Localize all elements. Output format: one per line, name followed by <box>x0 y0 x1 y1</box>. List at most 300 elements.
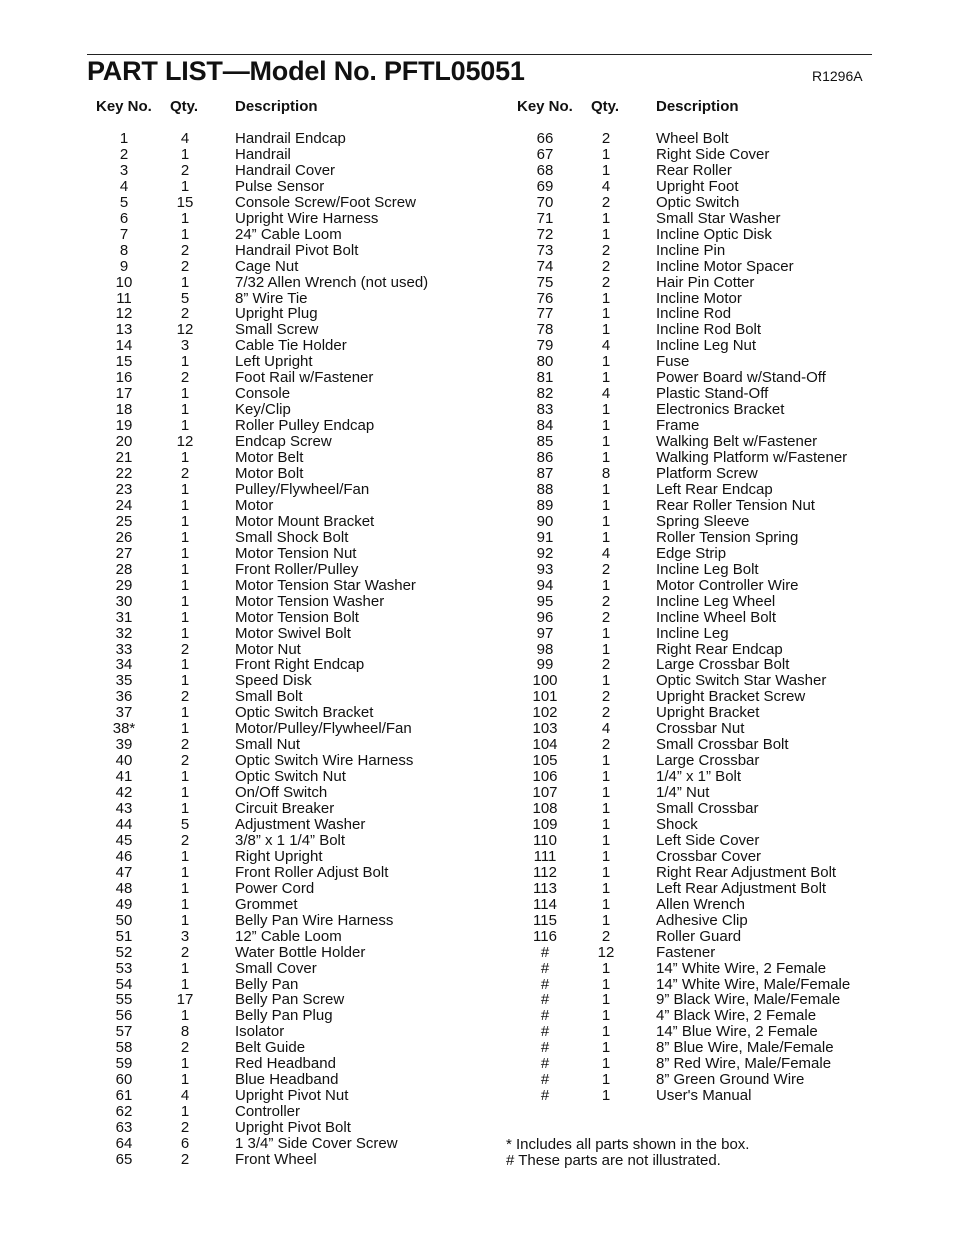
part-description: Optic Switch Star Washer <box>656 672 827 690</box>
part-description: Left Rear Adjustment Bolt <box>656 879 827 897</box>
part-description: Upright Pivot Bolt <box>235 1119 351 1137</box>
part-quantity: 1 <box>601 768 611 786</box>
part-quantity: 1 <box>601 991 611 1009</box>
part-quantity: 1 <box>180 401 190 419</box>
part-quantity: 1 <box>601 640 611 658</box>
part-key-number: 53 <box>115 959 133 977</box>
part-key-number: 17 <box>115 385 133 403</box>
part-key-number: # <box>540 1039 550 1057</box>
part-key-number: 105 <box>532 752 558 770</box>
part-description: Front Wheel <box>235 1151 317 1168</box>
part-key-number: 84 <box>536 417 554 435</box>
top-rule <box>87 54 872 55</box>
left-header-description: Description <box>235 98 318 115</box>
page-title: PART LIST—Model No. PFTL05051 <box>87 56 525 86</box>
part-description: Crossbar Nut <box>656 720 745 738</box>
part-key-number: 98 <box>536 640 554 658</box>
part-quantity: 1 <box>180 895 190 913</box>
part-key-number: 108 <box>532 800 558 818</box>
part-quantity: 2 <box>601 736 611 754</box>
part-quantity: 2 <box>601 241 611 259</box>
part-key-number: 75 <box>536 273 554 291</box>
part-key-number: 3 <box>119 161 129 179</box>
part-key-number: 7 <box>119 225 129 243</box>
part-key-number: 14 <box>115 337 133 355</box>
part-quantity: 1 <box>180 480 190 498</box>
part-description: Handrail Endcap <box>235 130 346 147</box>
part-quantity: 1 <box>601 449 611 467</box>
part-quantity: 1 <box>180 656 190 674</box>
part-key-number: 10 <box>115 273 133 291</box>
part-description: Fuse <box>656 353 690 371</box>
part-description: 8” Red Wire, Male/Female <box>656 1055 832 1073</box>
part-key-number: 112 <box>533 863 557 881</box>
part-key-number: 19 <box>115 417 133 435</box>
part-quantity: 1 <box>180 959 190 977</box>
part-description: Incline Leg Wheel <box>656 592 776 610</box>
part-quantity: 1 <box>180 800 190 818</box>
part-quantity: 1 <box>180 576 190 594</box>
part-key-number: 5 <box>119 193 129 211</box>
part-key-number: 21 <box>115 449 133 467</box>
part-key-number: 73 <box>536 241 554 259</box>
part-description: Belt Guide <box>235 1039 306 1057</box>
part-key-number: 102 <box>532 704 558 722</box>
part-quantity: 2 <box>601 560 611 578</box>
part-key-number: 67 <box>536 145 554 163</box>
part-description: Motor Tension Star Washer <box>235 576 416 594</box>
part-quantity: 5 <box>180 815 190 833</box>
part-quantity: 1 <box>601 895 611 913</box>
part-quantity: 1 <box>180 768 190 786</box>
part-key-number: 47 <box>115 863 133 881</box>
part-description: Hair Pin Cotter <box>656 273 755 291</box>
part-key-number: 91 <box>536 528 554 546</box>
part-description: Small Star Washer <box>656 209 781 227</box>
part-description: Upright Bracket <box>656 704 760 722</box>
part-description: Small Shock Bolt <box>235 528 349 546</box>
part-quantity: 1 <box>601 959 611 977</box>
part-description: Large Crossbar Bolt <box>656 656 790 674</box>
part-quantity: 1 <box>180 975 190 993</box>
part-quantity: 2 <box>601 193 611 211</box>
part-key-number: # <box>540 991 550 1009</box>
part-key-number: 71 <box>536 209 554 227</box>
part-key-number: 115 <box>533 911 557 929</box>
part-key-number: 80 <box>536 353 554 371</box>
part-key-number: 78 <box>536 321 554 339</box>
part-description: Key/Clip <box>235 401 291 419</box>
part-key-number: 55 <box>115 991 133 1009</box>
part-quantity: 1 <box>180 528 190 546</box>
part-quantity: 1 <box>601 433 611 451</box>
part-quantity: 1 <box>601 847 611 865</box>
part-quantity: 1 <box>601 512 611 530</box>
part-quantity: 3 <box>180 337 190 355</box>
part-quantity: 1 <box>601 1071 611 1089</box>
part-key-number: 100 <box>532 672 558 690</box>
part-description: 7/32 Allen Wrench (not used) <box>235 273 429 291</box>
part-quantity: 1 <box>180 496 190 514</box>
part-quantity: 2 <box>180 736 190 754</box>
part-quantity: 17 <box>176 991 194 1009</box>
part-key-number: 60 <box>115 1071 133 1089</box>
part-description: Adhesive Clip <box>656 911 748 929</box>
part-quantity: 12 <box>176 433 194 451</box>
part-quantity: 2 <box>601 688 611 706</box>
part-description: Right Upright <box>235 847 323 865</box>
part-quantity: 2 <box>180 640 190 658</box>
part-quantity: 4 <box>601 385 611 403</box>
part-key-number: 109 <box>532 815 558 833</box>
part-quantity: 1 <box>180 449 190 467</box>
part-key-number: 56 <box>115 1007 133 1025</box>
part-key-number: 2 <box>119 145 129 163</box>
part-quantity: 1 <box>180 145 190 163</box>
part-key-number: 6 <box>119 209 129 227</box>
part-quantity: 2 <box>601 608 611 626</box>
part-description: Roller Tension Spring <box>656 528 799 546</box>
part-key-number: 94 <box>536 576 554 594</box>
part-key-number: 43 <box>115 800 133 818</box>
part-quantity: 2 <box>180 1039 190 1057</box>
part-quantity: 1 <box>180 624 190 642</box>
part-quantity: 2 <box>180 369 190 387</box>
part-key-number: 88 <box>536 480 554 498</box>
part-quantity: 2 <box>180 943 190 961</box>
part-quantity: 1 <box>180 1007 190 1025</box>
part-key-number: 46 <box>115 847 133 865</box>
part-key-number: 85 <box>536 433 554 451</box>
part-description: Small Crossbar Bolt <box>656 736 789 754</box>
part-key-number: 23 <box>115 480 133 498</box>
part-quantity: 1 <box>180 608 190 626</box>
part-description: Small Cover <box>235 959 317 977</box>
part-quantity: 1 <box>601 815 611 833</box>
part-description: Upright Pivot Nut <box>235 1087 349 1105</box>
part-description: Water Bottle Holder <box>235 943 366 961</box>
part-key-number: 50 <box>115 911 133 929</box>
part-quantity: 1 <box>601 480 611 498</box>
part-quantity: 1 <box>180 209 190 227</box>
part-description: Right Side Cover <box>656 145 770 163</box>
part-description: 1/4” x 1” Bolt <box>656 768 742 786</box>
part-quantity: 1 <box>601 496 611 514</box>
part-key-number: 26 <box>115 528 133 546</box>
part-key-number: 59 <box>115 1055 133 1073</box>
part-description: 14” White Wire, 2 Female <box>656 959 827 977</box>
part-description: Left Side Cover <box>656 831 760 849</box>
part-description: Handrail <box>235 145 291 163</box>
part-description: Front Right Endcap <box>235 656 365 674</box>
part-quantity: 2 <box>601 927 611 945</box>
part-description: Incline Rod Bolt <box>656 321 762 339</box>
part-key-number: # <box>540 959 550 977</box>
part-quantity: 1 <box>180 225 190 243</box>
part-quantity: 1 <box>601 305 611 323</box>
part-quantity: 1 <box>601 1007 611 1025</box>
part-key-number: 70 <box>536 193 554 211</box>
part-key-number: 42 <box>115 784 133 802</box>
part-quantity: 1 <box>180 863 190 881</box>
part-quantity: 1 <box>180 353 190 371</box>
part-quantity: 1 <box>180 911 190 929</box>
part-key-number: # <box>540 943 550 961</box>
part-key-number: 11 <box>116 289 132 307</box>
part-description: Edge Strip <box>656 544 727 562</box>
part-description: 24” Cable Loom <box>235 225 342 243</box>
part-description: 8” Green Ground Wire <box>656 1071 805 1089</box>
part-quantity: 1 <box>180 385 190 403</box>
part-key-number: 52 <box>115 943 133 961</box>
part-description: Motor Tension Washer <box>235 592 385 610</box>
part-description: Optic Switch <box>656 193 740 211</box>
part-quantity: 1 <box>601 321 611 339</box>
part-quantity: 1 <box>601 1023 611 1041</box>
part-description: Roller Guard <box>656 927 742 945</box>
part-key-number: 41 <box>115 768 133 786</box>
part-description: Walking Belt w/Fastener <box>656 433 818 451</box>
part-description: Belly Pan Screw <box>235 991 345 1009</box>
part-description: Optic Switch Nut <box>235 768 346 786</box>
part-key-number: 32 <box>115 624 133 642</box>
part-quantity: 1 <box>601 145 611 163</box>
part-quantity: 2 <box>180 1119 190 1137</box>
part-quantity: 5 <box>180 289 190 307</box>
part-key-number: 113 <box>533 879 557 897</box>
part-description: Blue Headband <box>235 1071 339 1089</box>
part-description: Incline Pin <box>656 241 726 259</box>
footnote-box-contents: * Includes all parts shown in the box. <box>506 1136 750 1153</box>
right-header-qty: Qty. <box>591 98 620 115</box>
part-description: Incline Leg Nut <box>656 337 757 355</box>
part-description: Optic Switch Bracket <box>235 704 374 722</box>
part-quantity: 2 <box>180 257 190 275</box>
part-description: Rear Roller Tension Nut <box>656 496 815 514</box>
part-description: Motor Controller Wire <box>656 576 799 594</box>
part-key-number: 106 <box>532 768 558 786</box>
part-description: Incline Motor <box>656 289 742 307</box>
part-quantity: 2 <box>180 752 190 770</box>
part-quantity: 2 <box>601 592 611 610</box>
part-description: Optic Switch Wire Harness <box>235 752 414 770</box>
part-description: Console <box>235 385 291 403</box>
part-key-number: 90 <box>536 512 554 530</box>
part-key-number: 96 <box>536 608 554 626</box>
part-description: 8” Wire Tie <box>235 289 308 307</box>
part-description: Upright Foot <box>656 177 739 195</box>
part-quantity: 1 <box>180 704 190 722</box>
part-description: 1 3/4” Side Cover Screw <box>235 1135 398 1153</box>
part-key-number: 77 <box>536 305 554 323</box>
part-key-number: 93 <box>536 560 554 578</box>
part-description: Motor Tension Nut <box>235 544 357 562</box>
part-quantity: 1 <box>601 1087 611 1105</box>
part-quantity: 1 <box>601 975 611 993</box>
part-quantity: 1 <box>180 720 190 738</box>
part-quantity: 1 <box>180 592 190 610</box>
part-description: Upright Wire Harness <box>235 209 379 227</box>
part-quantity: 2 <box>180 305 190 323</box>
part-description: Foot Rail w/Fastener <box>235 369 374 387</box>
part-description: Small Nut <box>235 736 301 754</box>
part-quantity: 4 <box>601 720 611 738</box>
part-key-number: 49 <box>115 895 133 913</box>
part-quantity: 1 <box>601 752 611 770</box>
part-description: Incline Leg Bolt <box>656 560 759 578</box>
part-description: Belly Pan Wire Harness <box>235 911 394 929</box>
part-quantity: 1 <box>601 831 611 849</box>
part-description: 12” Cable Loom <box>235 927 342 945</box>
part-key-number: 38* <box>112 720 136 738</box>
part-description: Belly Pan Plug <box>235 1007 333 1025</box>
part-description: Small Bolt <box>235 688 303 706</box>
part-quantity: 2 <box>180 1151 190 1168</box>
part-quantity: 4 <box>601 177 611 195</box>
part-quantity: 1 <box>180 672 190 690</box>
part-description: 14” White Wire, Male/Female <box>656 975 851 993</box>
part-description: Adjustment Washer <box>235 815 366 833</box>
part-description: Motor Bolt <box>235 465 304 483</box>
part-quantity: 1 <box>601 784 611 802</box>
part-description: Pulley/Flywheel/Fan <box>235 480 370 498</box>
part-description: Motor Tension Bolt <box>235 608 359 626</box>
part-description: Electronics Bracket <box>656 401 785 419</box>
part-description: Allen Wrench <box>656 895 745 913</box>
part-key-number: 57 <box>115 1023 133 1041</box>
part-description: On/Off Switch <box>235 784 328 802</box>
part-description: Wheel Bolt <box>656 130 729 147</box>
part-key-number: 97 <box>536 624 554 642</box>
part-key-number: 8 <box>119 241 129 259</box>
part-quantity: 1 <box>180 417 190 435</box>
part-description: Endcap Screw <box>235 433 332 451</box>
part-description: Controller <box>235 1103 301 1121</box>
part-quantity: 1 <box>180 784 190 802</box>
part-quantity: 1 <box>180 1103 190 1121</box>
part-key-number: 72 <box>536 225 554 243</box>
part-key-number: 61 <box>115 1087 133 1105</box>
part-description: Crossbar Cover <box>656 847 762 865</box>
part-description: Walking Platform w/Fastener <box>656 449 848 467</box>
part-description: Power Board w/Stand-Off <box>656 369 826 387</box>
part-quantity: 2 <box>601 656 611 674</box>
part-description: Front Roller/Pulley <box>235 560 359 578</box>
part-description: Shock <box>656 815 698 833</box>
part-quantity: 1 <box>180 544 190 562</box>
part-description: Motor/Pulley/Flywheel/Fan <box>235 720 412 738</box>
part-quantity: 1 <box>601 863 611 881</box>
part-description: Plastic Stand-Off <box>656 385 769 403</box>
part-key-number: 89 <box>536 496 554 514</box>
part-quantity: 8 <box>601 465 611 483</box>
part-description: Platform Screw <box>656 465 758 483</box>
part-quantity: 1 <box>601 800 611 818</box>
part-key-number: # <box>540 1023 550 1041</box>
part-quantity: 1 <box>180 1055 190 1073</box>
part-key-number: 35 <box>115 672 133 690</box>
part-quantity: 2 <box>180 241 190 259</box>
part-key-number: 34 <box>115 656 133 674</box>
part-key-number: 83 <box>536 401 554 419</box>
part-quantity: 1 <box>180 273 190 291</box>
part-key-number: 68 <box>536 161 554 179</box>
part-quantity: 1 <box>601 209 611 227</box>
part-description: Grommet <box>235 895 298 913</box>
part-description: Frame <box>656 417 700 435</box>
part-key-number: 111 <box>533 847 557 865</box>
part-quantity: 1 <box>601 1055 611 1073</box>
part-quantity: 1 <box>601 624 611 642</box>
part-quantity: 1 <box>601 911 611 929</box>
part-key-number: 18 <box>115 401 133 419</box>
part-quantity: 1 <box>601 161 611 179</box>
part-description: Motor Swivel Bolt <box>235 624 351 642</box>
part-key-number: 16 <box>115 369 133 387</box>
part-key-number: 64 <box>115 1135 133 1153</box>
part-quantity: 1 <box>180 177 190 195</box>
part-key-number: 92 <box>536 544 554 562</box>
part-description: Left Upright <box>235 353 313 371</box>
part-key-number: 13 <box>115 321 133 339</box>
part-key-number: # <box>540 1071 550 1089</box>
part-quantity: 1 <box>180 847 190 865</box>
part-description: 9” Black Wire, Male/Female <box>656 991 841 1009</box>
left-header-key: Key No. <box>96 98 152 115</box>
part-quantity: 1 <box>180 560 190 578</box>
part-quantity: 1 <box>601 672 611 690</box>
part-key-number: 4 <box>119 177 129 195</box>
part-description: Upright Bracket Screw <box>656 688 806 706</box>
part-quantity: 6 <box>180 1135 190 1153</box>
part-key-number: 31 <box>115 608 133 626</box>
part-description: Right Rear Adjustment Bolt <box>656 863 837 881</box>
part-description: Red Headband <box>235 1055 336 1073</box>
part-description: Motor Nut <box>235 640 301 658</box>
part-quantity: 1 <box>601 353 611 371</box>
part-description: Handrail Pivot Bolt <box>235 241 359 259</box>
part-key-number: 39 <box>115 736 133 754</box>
part-quantity: 4 <box>180 1087 190 1105</box>
part-quantity: 12 <box>176 321 194 339</box>
part-quantity: 1 <box>601 879 611 897</box>
part-key-number: 22 <box>115 465 133 483</box>
right-header-key: Key No. <box>517 98 573 115</box>
part-quantity: 8 <box>180 1023 190 1041</box>
part-quantity: 1 <box>180 512 190 530</box>
part-key-number: 33 <box>115 640 133 658</box>
part-quantity: 1 <box>180 879 190 897</box>
part-key-number: 99 <box>536 656 554 674</box>
part-key-number: 12 <box>115 305 133 323</box>
part-quantity: 1 <box>601 369 611 387</box>
part-description: User's Manual <box>656 1087 752 1105</box>
part-quantity: 2 <box>180 465 190 483</box>
part-key-number: 48 <box>115 879 133 897</box>
part-key-number: 114 <box>533 895 557 913</box>
part-key-number: 116 <box>533 927 557 945</box>
part-description: Incline Optic Disk <box>656 225 772 243</box>
part-quantity: 4 <box>601 337 611 355</box>
part-key-number: 104 <box>532 736 558 754</box>
part-key-number: 107 <box>532 784 558 802</box>
part-key-number: 81 <box>536 369 554 387</box>
part-key-number: 51 <box>115 927 133 945</box>
part-quantity: 1 <box>180 1071 190 1089</box>
part-description: Front Roller Adjust Bolt <box>235 863 389 881</box>
part-quantity: 1 <box>601 1039 611 1057</box>
part-quantity: 15 <box>176 193 194 211</box>
